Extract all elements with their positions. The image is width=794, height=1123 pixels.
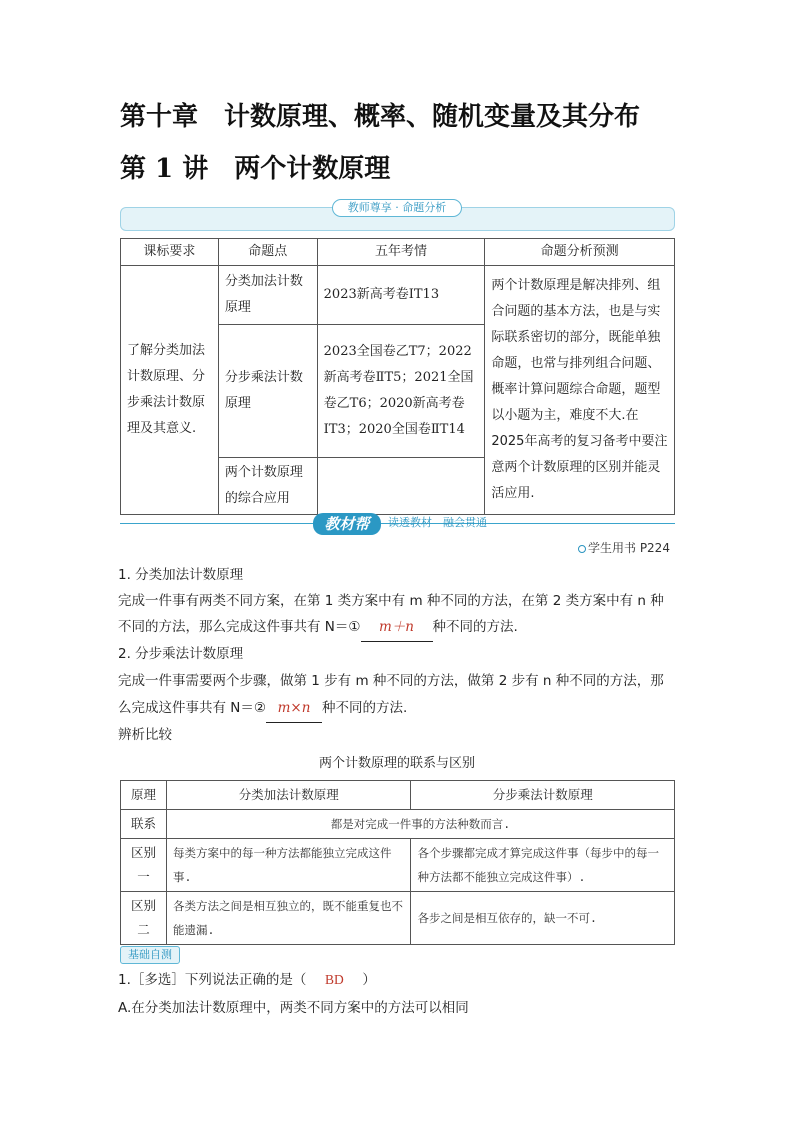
teacher-section-label: 教师尊享 · 命题分析 <box>332 199 462 217</box>
header-prediction: 命题分析预测 <box>485 239 675 266</box>
self-test-tag: 基础自测 <box>120 946 180 964</box>
point-cell: 分类加法计数原理 <box>218 266 317 325</box>
blank-answer-2: m×n <box>266 695 322 723</box>
compare-link-text: 都是对完成一件事的方法种数而言. <box>166 810 674 839</box>
header-history: 五年考情 <box>317 239 485 266</box>
lesson-title: 第 1 讲 两个计数原理 <box>120 154 391 184</box>
point-cell: 两个计数原理的综合应用 <box>218 458 317 515</box>
principle2-heading: 2. 分步乘法计数原理 <box>118 646 244 662</box>
principle2-line2: 么完成这件事共有 N＝② m×n 种不同的方法. <box>118 695 407 723</box>
compare-diff2-row <box>121 892 675 945</box>
compare-diff1-mul: 各个步骤都完成才算完成这件事（每步中的每一种方法都不能独立完成这件事）. <box>411 839 675 892</box>
principle1-heading: 1. 分类加法计数原理 <box>118 567 244 583</box>
question1-stem: 1.［多选］下列说法正确的是（ BD ） <box>118 967 376 993</box>
compare-link-label: 联系 <box>121 810 167 839</box>
question1-option-a: A.在分类加法计数原理中，两类不同方案中的方法可以相同 <box>118 1000 469 1016</box>
bullet-icon <box>578 545 586 553</box>
compare-header-principle: 原理 <box>121 781 167 810</box>
compare-diff1-add: 每类方案中的每一种方法都能独立完成这件事. <box>166 839 411 892</box>
compare-header-row <box>121 781 675 810</box>
compare-link-row <box>121 810 675 839</box>
compare-header-mul: 分步乘法计数原理 <box>411 781 675 810</box>
principle1-line2: 不同的方法，那么完成这件事共有 N＝① m＋n 种不同的方法. <box>118 614 518 642</box>
principle1-line1: 完成一件事有两类不同方案，在第 1 类方案中有 m 种不同的方法，在第 2 类方案中有 n 种 <box>118 593 664 609</box>
principle2-line1: 完成一件事需要两个步骤，做第 1 步有 m 种不同的方法，做第 2 步有 n 种不同的方法，那 <box>118 673 664 689</box>
blank-answer-1: m＋n <box>361 614 433 642</box>
compare-label: 辨析比较 <box>118 727 172 743</box>
history-cell: 2023全国卷乙T7；2022新高考卷ⅡT5；2021全国卷乙T6；2020新高考卷ⅠT3；2020全国卷ⅡT14 <box>317 325 485 458</box>
compare-diff1-row <box>121 839 675 892</box>
exam-table-header-row <box>121 239 675 266</box>
chapter-title: 第十章 计数原理、概率、随机变量及其分布 <box>120 102 641 132</box>
compare-diff2-label: 区别二 <box>121 892 167 945</box>
header-point: 命题点 <box>218 239 317 266</box>
textbook-section-subtitle: 读透教材 融会贯通 <box>388 516 487 529</box>
history-cell <box>317 458 485 515</box>
header-requirement: 课标要求 <box>121 239 219 266</box>
compare-caption: 两个计数原理的联系与区别 <box>318 756 475 771</box>
student-book-ref: 学生用书 P224 <box>578 539 670 556</box>
compare-header-add: 分类加法计数原理 <box>166 781 411 810</box>
exam-analysis-table <box>120 238 675 515</box>
prediction-cell: 两个计数原理是解决排列、组合问题的基本方法，也是与实际联系密切的部分，既能单独命题，也常与排列组合问题、概率计算问题综合命题，题型以小题为主，难度不大.在 2025年高考的复习备考中要注意两个计数原理的区别并能灵活应用. <box>485 266 675 515</box>
history-cell: 2023新高考卷ⅠT13 <box>317 266 485 325</box>
point-cell: 分步乘法计数原理 <box>218 325 317 458</box>
compare-diff2-mul: 各步之间是相互依存的，缺一不可. <box>411 892 675 945</box>
requirement-cell: 了解分类加法计数原理、分步乘法计数原理及其意义. <box>121 266 219 515</box>
question1-answer: BD <box>325 972 344 987</box>
exam-table-row <box>121 266 675 325</box>
compare-table <box>120 780 675 945</box>
textbook-section-label: 教材帮 <box>313 513 381 535</box>
compare-diff2-add: 各类方法之间是相互独立的，既不能重复也不能遗漏. <box>166 892 411 945</box>
compare-diff1-label: 区别一 <box>121 839 167 892</box>
